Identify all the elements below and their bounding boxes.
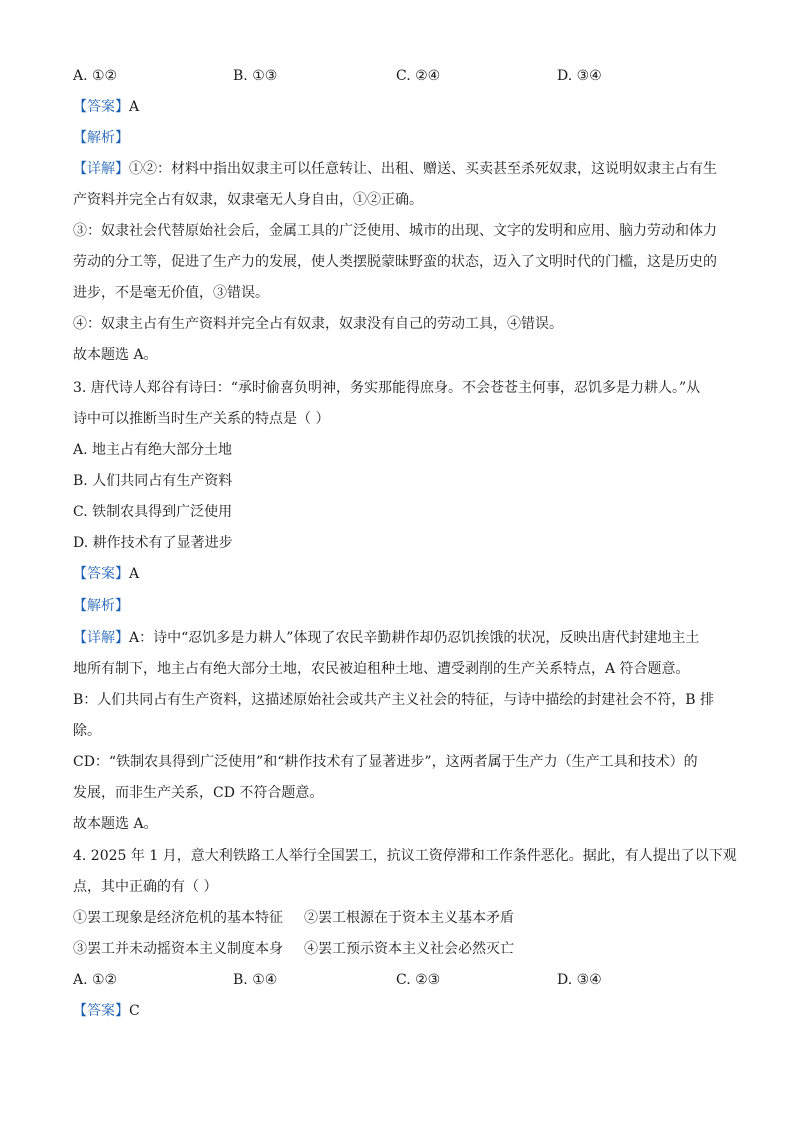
q2-analysis-heading <box>73 128 723 148</box>
answer-value: C <box>129 1003 140 1019</box>
q2-answer <box>73 97 723 117</box>
q2-option-a: A. ①② <box>73 68 118 84</box>
answer-tag: 【答案】 <box>73 99 129 115</box>
q4-option-b: B. ①④ <box>233 972 278 988</box>
q3-analysis-heading <box>73 596 723 616</box>
analysis-tag: 【解析】 <box>73 598 129 614</box>
q3-option-c: C. 铁制农具得到广泛使用 <box>73 504 233 520</box>
analysis-tag: 【解析】 <box>73 130 129 146</box>
q3-stem: 诗中可以推断当时生产关系的特点是（ ） <box>73 411 330 427</box>
q4-statement-3: ③罢工并未动摇资本主义制度本身 <box>73 941 283 957</box>
answer-value: A <box>129 566 140 582</box>
q4-stem: 点，其中正确的有（ ） <box>73 879 218 895</box>
q4-answer <box>73 1001 723 1021</box>
q3-option-d: D. 耕作技术有了显著进步 <box>73 535 233 551</box>
q3-detail-line: 除。 <box>73 723 101 739</box>
q4-statement-1: ①罢工现象是经济危机的基本特征 <box>73 910 283 926</box>
q4-option-a: A. ①② <box>73 972 118 988</box>
q4-stem: 4. 2025 年 1 月，意大利铁路工人举行全国罢工，抗议工资停滞和工作条件恶化。据此，有人提出了以下观 <box>73 848 737 864</box>
q3-detail-line: 发展，而非生产关系，CD 不符合题意。 <box>73 785 324 801</box>
q4-statement-4: ④罢工预示资本主义社会必然灭亡 <box>304 941 514 957</box>
answer-tag: 【答案】 <box>73 566 129 582</box>
q3-option-b: B. 人们共同占有生产资料 <box>73 473 233 489</box>
detail-text: A：诗中“忍饥多是力耕人”体现了农民辛勤耕作却仍忍饥挨饿的状况，反映出唐代封建地主土 <box>129 630 700 646</box>
q2-detail-line <box>73 159 723 179</box>
q3-detail-line: B：人们共同占有生产资料，这描述原始社会或共产主义社会的特征，与诗中描绘的封建社会不符，B 排 <box>73 692 715 708</box>
q2-detail-line: ④：奴隶主占有生产资料并完全占有奴隶，奴隶没有自己的劳动工具，④错误。 <box>73 316 563 332</box>
detail-text: ①②：材料中指出奴隶主可以任意转让、出租、赠送、买卖甚至杀死奴隶，这说明奴隶主占有生 <box>129 161 717 177</box>
q3-option-a: A. 地主占有绝大部分土地 <box>73 442 233 458</box>
q3-detail-line: 地所有制下，地主占有绝大部分土地，农民被迫租种土地、遭受剥削的生产关系特点，A 符合题意。 <box>73 661 690 677</box>
q2-detail-line: 产资料并完全占有奴隶，奴隶毫无人身自由，①②正确。 <box>73 192 423 208</box>
detail-tag: 【详解】 <box>73 630 129 646</box>
q4-statement-2: ②罢工根源在于资本主义基本矛盾 <box>304 910 514 926</box>
answer-value: A <box>129 99 140 115</box>
q2-option-c: C. ②④ <box>396 68 441 84</box>
q4-option-d: D. ③④ <box>557 972 602 988</box>
q2-conclusion: 故本题选 A。 <box>73 347 158 363</box>
q2-detail-line: 进步，不是毫无价值，③错误。 <box>73 285 269 301</box>
q2-option-d: D. ③④ <box>557 68 602 84</box>
q2-detail-line: 劳动的分工等，促进了生产力的发展，使人类摆脱蒙昧野蛮的状态，迈入了文明时代的门槛，这是历史的 <box>73 254 717 270</box>
q3-detail-line <box>73 628 723 648</box>
q4-option-c: C. ②③ <box>396 972 441 988</box>
q2-option-b: B. ①③ <box>233 68 278 84</box>
q2-detail-line: ③：奴隶社会代替原始社会后，金属工具的广泛使用、城市的出现、文字的发明和应用、脑力劳动和体力 <box>73 223 717 239</box>
q3-detail-line: CD：“铁制农具得到广泛使用”和“耕作技术有了显著进步”，这两者属于生产力（生产工具和技术）的 <box>73 754 698 770</box>
q3-conclusion: 故本题选 A。 <box>73 816 158 832</box>
q3-stem: 3. 唐代诗人郑谷有诗曰：“承时偷喜负明神，务实那能得庶身。不会苍苍主何事，忍饥多是力耕人。”从 <box>73 380 701 396</box>
q3-answer <box>73 564 723 584</box>
answer-tag: 【答案】 <box>73 1003 129 1019</box>
detail-tag: 【详解】 <box>73 161 129 177</box>
